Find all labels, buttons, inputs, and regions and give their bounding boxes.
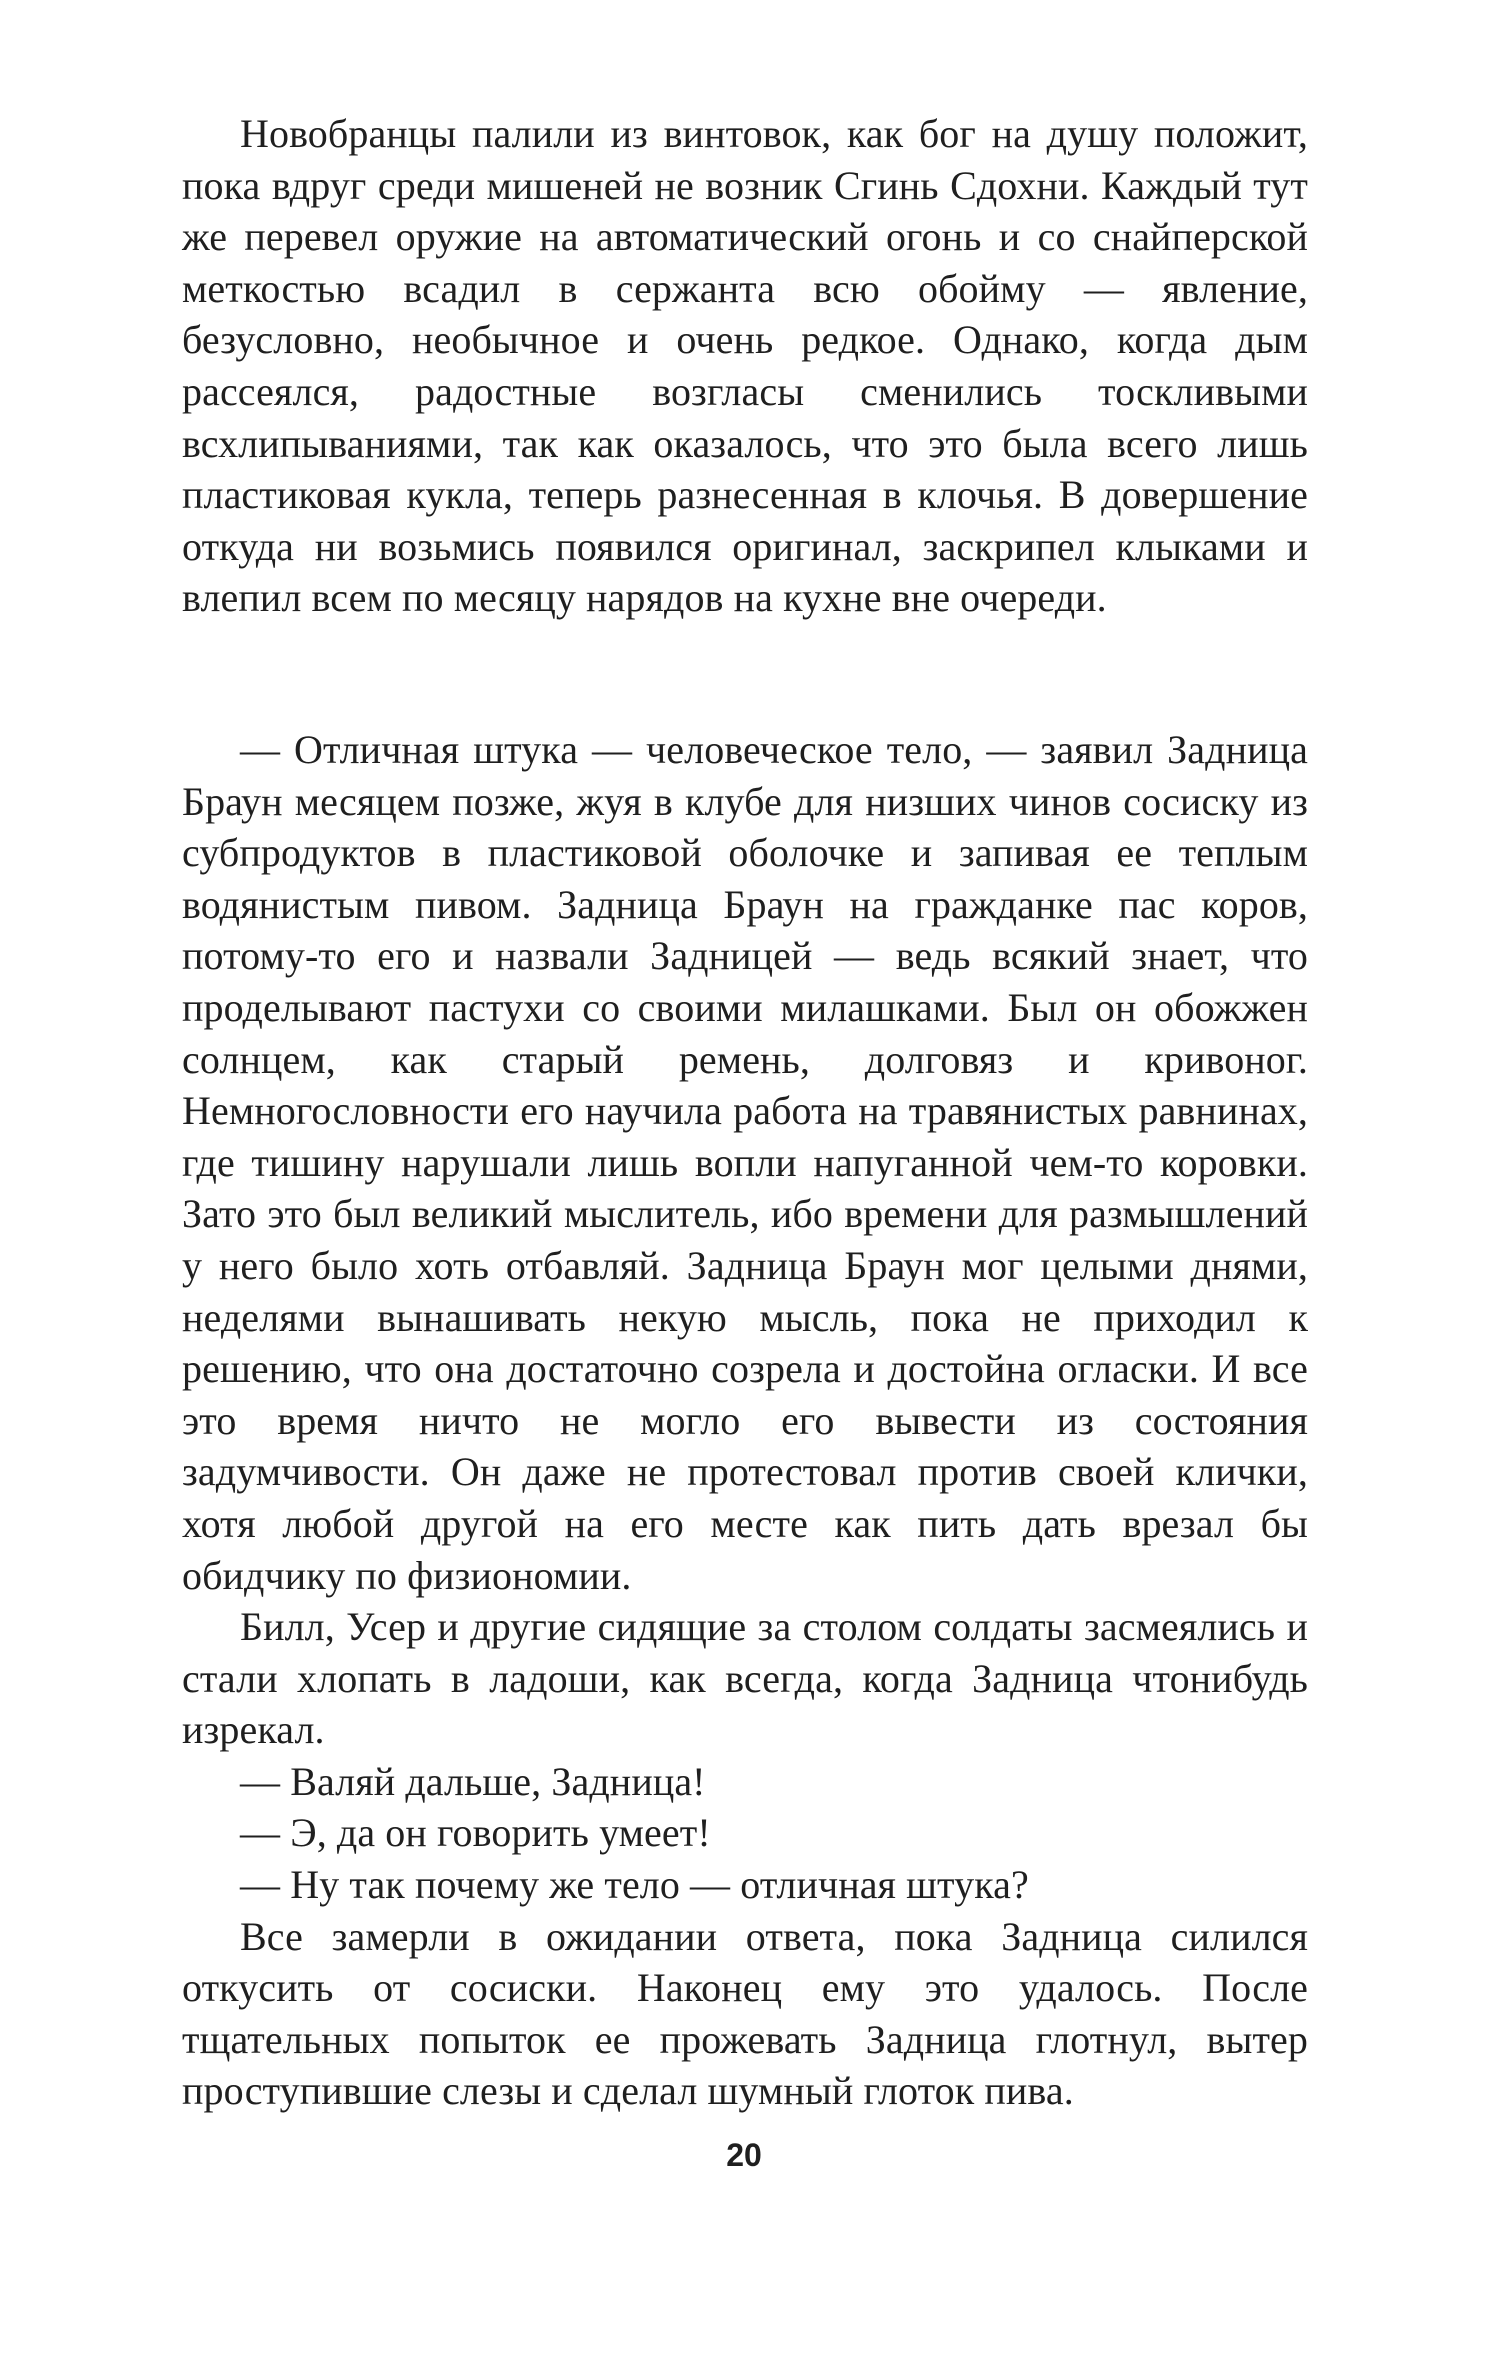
dialogue-line: — Э, да он говорить умеет! bbox=[240, 1810, 711, 1856]
dialogue-line: — Валяй дальше, Задница! bbox=[240, 1758, 706, 1804]
paragraph: Новобранцы палили из винтовок, как бог на душу положит, пока вдруг среди мишеней не возник Сгинь Сдохни. Каждый тут же перевел оружие на автоматический огонь и со снайперской меткостью всадил в сержанта всю обойму — явление, безусловно, необычное и очень редкое. Однако, когда дым рассеялся, радостные возгласы сменились тоскливыми всхлипываниями, так как оказалось, что это была всего лишь пластиковая кукла, теперь разнесенная в клочья. В довершение откуда ни возьмись появился оригинал, заскрипел клыками и влепил всем по месяцу нарядов на кухне вне очереди. bbox=[182, 111, 1308, 621]
paragraph: Билл, Усер и другие сидящие за столом солдаты засмеялись и стали хлопать в ладоши, как всегда, когда Задница чтонибудь изрекал. bbox=[182, 1604, 1308, 1753]
page-number: 20 bbox=[726, 2137, 762, 2173]
text-block-main bbox=[182, 724, 1308, 2117]
paragraph: — Отличная штука — человеческое тело, — заявил Задница Браун месяцем позже, жуя в клубе для низших чинов сосиску из субпродуктов в пластиковой оболочке и запивая ее теплым водянистым пивом. Задница Браун на гражданке пас коров, потому-то его и назвали Задницей — ведь всякий знает, что проделывают пастухи со своими милашками. Был он обожжен солнцем, как старый ремень, долговяз и кривоног. Немногословности его научила работа на травянистых равнинах, где тишину нарушали лишь вопли напуганной чем-то коровки. Зато это был великий мыслитель, ибо времени для размышлений у него было хоть отбавляй. Задница Браун мог целыми днями, неделями вынашивать некую мысль, пока не приходил к решению, что она достаточно созрела и достойна огласки. И все это время ничто не могло его вывести из состояния задумчивости. Он даже не протестовал против своей клички, хотя любой другой на его месте как пить дать врезал бы обидчику по физиономии. bbox=[182, 727, 1308, 1598]
dialogue-line: — Ну так почему же тело — отличная штука? bbox=[240, 1862, 1029, 1908]
text-block-top bbox=[182, 108, 1308, 624]
paragraph: Все замерли в ожидании ответа, пока Задница силился откусить от сосиски. Наконец ему это удалось. После тщательных попыток ее прожевать Задница глотнул, вытер проступившие слезы и сделал шумный глоток пива. bbox=[182, 1913, 1308, 2114]
